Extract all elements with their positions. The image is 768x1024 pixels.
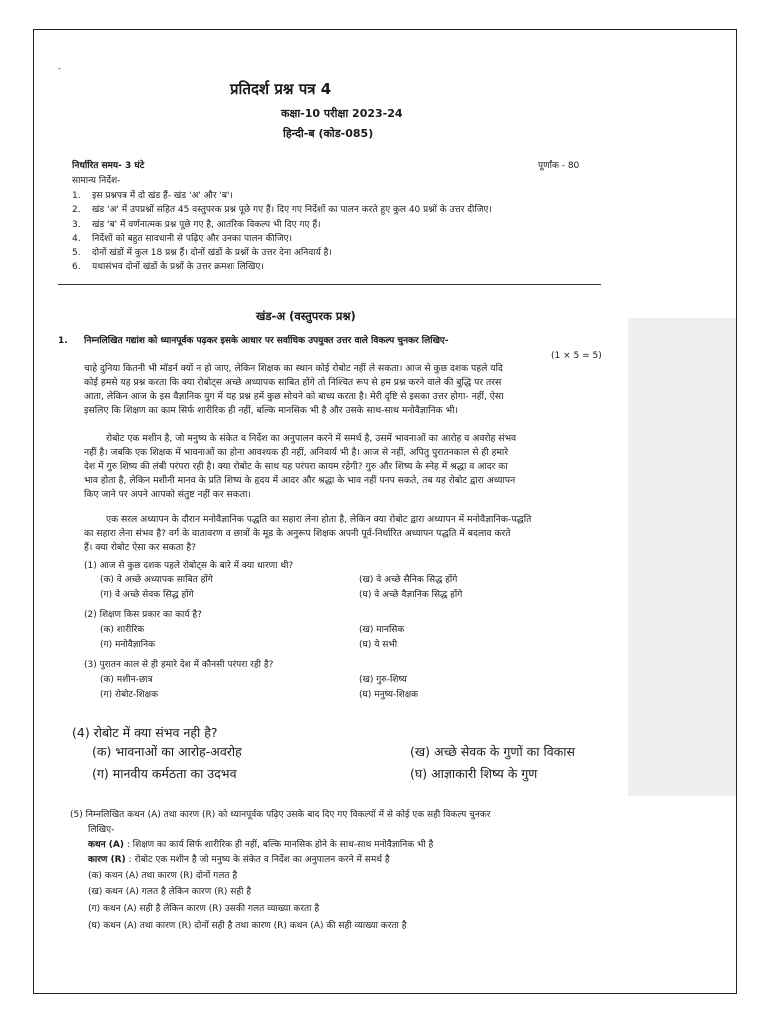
passage-paragraph-3 — [84, 513, 604, 555]
sub-question-5: (5) निम्नलिखित कथन (A) तथा कारण (R) को ध्यानपूर्वक पढ़िए उसके बाद दिए गए विकल्पों में से कोई एक सही विकल्प चुनकर — [70, 810, 491, 820]
stray-mark: - — [58, 64, 61, 73]
assertion-label: कथन (A) — [88, 840, 124, 850]
passage-line: आता, लेकिन आज के इस वैज्ञानिक युग में यह प्रश्न हमें कुछ सोचने को बाध्य करता है। मेरी दृष्टि से इसका उत्तर होगा- नहीं, ऐसा — [84, 391, 504, 403]
sub1-option-ka: (क) वे अच्छे अध्यापक साबित होंगे — [100, 575, 213, 585]
passage-line: एक सरल अध्यापन के दौरान मनोवैज्ञानिक पद्धति का सहारा लेना होता है, लेकिन क्या रोबोट द्वारा अध्यापन में मनोवैज्ञानिक-पद्धति — [106, 514, 532, 525]
passage-line: का सहारा लेना संभव है? वर्ग के वातावरण व छात्रों के मूड के अनुरूप शिक्षक अपनी पूर्व-निर्धारित अध्यापन पद्धति में बदलाव करते — [84, 528, 511, 540]
passage-line: देश में गुरु शिष्य की लंबी परंपरा रही है। क्या रोबोट के साथ यह परंपरा कायम रहेगी? गुरु और शिष्य के स्नेह में श्रद्धा व आदर का — [84, 461, 508, 473]
instruction-text: इस प्रश्नपत्र में दो खंड हैं- खंड 'अ' और 'ब'। — [92, 191, 233, 201]
sub-question-1: (1) आज से कुछ दशक पहले रोबोट्स के बारे में क्या धारणा थी? — [84, 561, 294, 571]
passage-line: रोबोट एक मशीन है, जो मनुष्य के संकेत व निर्देश का अनुपालन करने में समर्थ है, उसमें भावनाओं का आरोह व अवरोह संभव — [106, 433, 517, 444]
sub3-option-ka: (क) मशीन-छात्र — [100, 675, 153, 685]
sub5-option-ka: (क) कथन (A) तथा कारण (R) दोनों गलत है — [88, 871, 238, 881]
general-instructions-heading: सामान्य निर्देश- — [72, 176, 121, 186]
reason-label: कारण (R) — [88, 855, 126, 865]
sub3-option-ga: (ग) रोबोट-शिक्षक — [100, 690, 159, 700]
subject-code: हिन्दी-ब (कोड-085) — [283, 127, 374, 140]
passage-line: इसलिए कि शिक्षण का काम सिर्फ शारीरिक ही नहीं, बल्कि मानसिक भी है और उसके साथ-साथ मनोवैज्ञानिक भी। — [84, 405, 458, 417]
passage-line: हैं। क्या रोबोट ऐसा कर सकता है? — [84, 542, 197, 554]
instruction-number: 1. — [72, 191, 81, 201]
instruction-number: 5. — [72, 248, 81, 258]
passage-line: चाहे दुनिया कितनी भी मॉडर्न क्यों न हो जाए, लेकिन शिक्षक का स्थान कोई रोबोट नहीं ले सकता। आज से कुछ दशक पहले यदि — [84, 363, 503, 374]
passage-paragraph-2 — [84, 432, 604, 502]
sub-question-5-cont: लिखिए- — [88, 825, 115, 835]
sub-question-2: (2) शिक्षण किस प्रकार का कार्य है? — [84, 610, 202, 620]
sub5-option-gha: (घ) कथन (A) तथा कारण (R) दोनों सही है तथा कारण (R) कथन (A) की सही व्याख्या करता है — [88, 921, 407, 931]
sub2-option-ka: (क) शारीरिक — [100, 625, 145, 635]
paper-title: प्रतिदर्श प्रश्न पत्र 4 — [230, 80, 332, 98]
q1-text: निम्नलिखित गद्यांश को ध्यानपूर्वक पढ़कर इसके आधार पर सर्वाधिक उपयुक्त उत्तर वाले विकल्प चुनकर लिखिए- — [84, 336, 449, 346]
sub-question-4: (4) रोबोट में क्या संभव नही है? — [72, 725, 218, 740]
sub-question-3: (3) पुरातन काल से ही हमारे देश में कौनसी परंपरा रही है? — [84, 660, 274, 670]
instruction-text: खंड 'अ' में उपप्रश्नों सहित 45 वस्तुपरक प्रश्न पूछे गए हैं। दिए गए निर्देशों का पालन करते हुए कुल 40 प्रश्नों के उत्तर दीजिए। — [92, 205, 492, 215]
instruction-text: निर्देशों को बहुत सावधानी से पढ़िए और उनका पालन कीजिए। — [92, 234, 293, 244]
sub1-option-kha: (ख) वे अच्छे सैनिक सिद्ध होंगे — [359, 575, 458, 585]
instruction-text: यथासंभव दोनों खंडों के प्रश्नों के उत्तर क्रमशः लिखिए। — [92, 262, 264, 272]
reason — [88, 854, 390, 867]
max-marks: पूर्णांक - 80 — [538, 161, 580, 171]
passage-paragraph-1 — [84, 362, 604, 418]
sub4-option-ka: (क) भावनाओं का आरोह-अवरोह — [92, 744, 242, 759]
instruction-number: 3. — [72, 220, 81, 230]
q1-number: 1. — [58, 336, 68, 346]
sub4-option-ga: (ग) मानवीय कर्मठता का उदभव — [92, 766, 237, 781]
passage-line: नहीं है। जबकि एक शिक्षक में भावनाओं का होना आवश्यक ही नहीं, अनिवार्य भी है। आज से नहीं, अपितु पुरातनकाल से ही हमारे — [84, 447, 509, 459]
assertion-text: : शिक्षण का कार्य सिर्फ शारीरिक ही नहीं, बल्कि मानसिक होने के साथ-साथ मनोवैज्ञानिक भी है — [126, 840, 434, 850]
sub1-option-gha: (घ) वे अच्छे वैज्ञानिक सिद्ध होंगे — [359, 590, 463, 600]
sub2-option-kha: (ख) मानसिक — [359, 625, 405, 635]
sub4-option-gha: (घ) आज्ञाकारी शिष्य के गुण — [410, 766, 538, 781]
scan-shade — [628, 318, 736, 796]
reason-text: : रोबोट एक मशीन है जो मनुष्य के संकेत व निर्देश का अनुपालन करने में समर्थ है — [128, 855, 390, 865]
section-a-title: खंड-अ (वस्तुपरक प्रश्न) — [256, 309, 356, 323]
sub1-option-ga: (ग) वे अच्छे सेवक सिद्ध होंगे — [100, 590, 194, 600]
passage-line: भाव होता है, लेकिन मशीनी मानव के प्रति शिष्य के हृदय में आदर और श्रद्धा के भाव नहीं पनप सकते, तब यह रोबोट द्वारा अध्यापन — [84, 475, 516, 487]
time-allowed: निर्धारित समय- 3 घंटे — [72, 161, 145, 171]
sub3-option-gha: (घ) मनुष्य-शिक्षक — [359, 690, 419, 700]
sub5-option-kha: (ख) कथन (A) गलत है लेकिन कारण (R) सही है — [88, 887, 252, 897]
passage-line: किए जाने पर अपने आपको संतुष्ट नहीं कर सकता। — [84, 489, 251, 501]
sub3-option-kha: (ख) गुरु-शिष्य — [359, 675, 407, 685]
class-exam: कक्षा-10 परीक्षा 2023-24 — [281, 107, 403, 120]
sub2-option-gha: (घ) ये सभी — [359, 640, 398, 650]
instruction-text: दोनों खंडों में कुल 18 प्रश्न हैं। दोनों खंडों के प्रश्नों के उत्तर देना अनिवार्य है। — [92, 248, 332, 258]
passage-line: कोई हमसे यह प्रश्न करता कि क्या रोबोट्स अच्छे अध्यापक साबित होंगे तो निश्चित रूप से हम प्रश्न करने वाले की बुद्धि पर तरस — [84, 377, 502, 389]
sub2-option-ga: (ग) मनोवैज्ञानिक — [100, 640, 156, 650]
sub5-option-ga: (ग) कथन (A) सही है लेकिन कारण (R) उसकी गलत व्याख्या करता है — [88, 904, 320, 914]
instruction-number: 2. — [72, 205, 81, 215]
q1-marks: (1 × 5 = 5) — [551, 351, 602, 361]
divider — [58, 284, 601, 285]
assertion — [88, 839, 433, 852]
instruction-number: 4. — [72, 234, 81, 244]
sub4-option-kha: (ख) अच्छे सेवक के गुणों का विकास — [410, 744, 575, 759]
instruction-text: खंड 'ब' में वर्णनात्मक प्रश्न पूछे गए है, आतंरिक विकल्प भी दिए गए हैं। — [92, 220, 321, 230]
instruction-number: 6. — [72, 262, 81, 272]
